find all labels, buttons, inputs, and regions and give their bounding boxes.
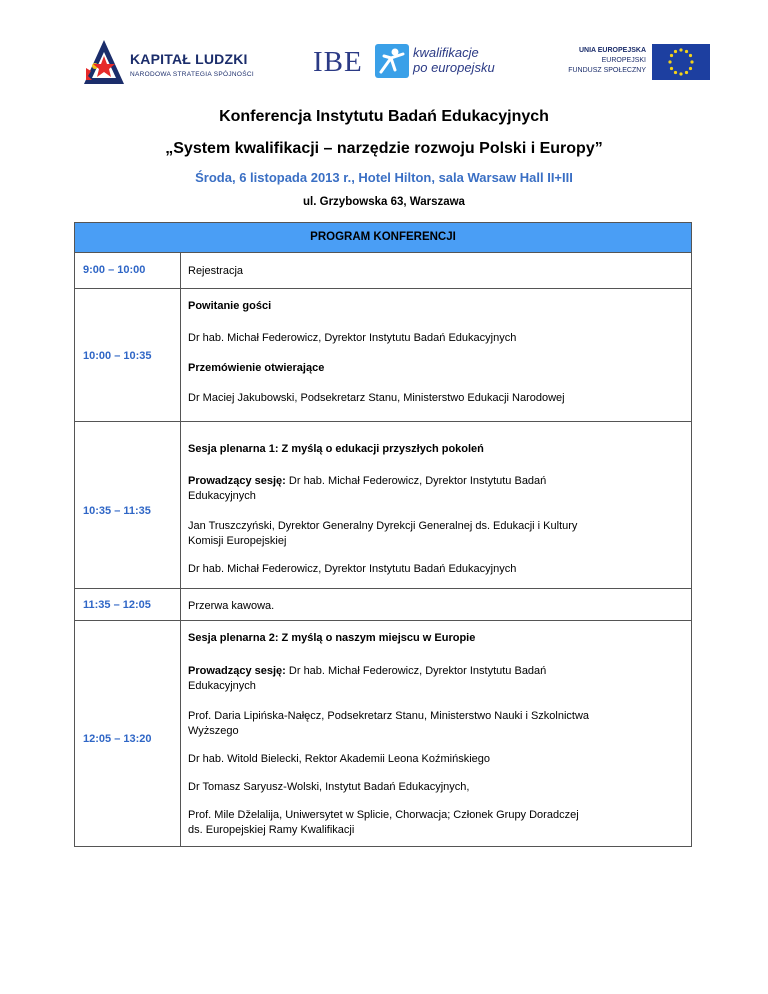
conference-address: ul. Grzybowska 63, Warszawa bbox=[303, 196, 465, 208]
agenda-item: Dr hab. Michał Federowicz, Dyrektor Instytutu Badań Edukacyjnych bbox=[188, 563, 517, 575]
eu-logo-text bbox=[568, 46, 646, 76]
program-row bbox=[75, 621, 691, 847]
time-cell bbox=[75, 589, 181, 620]
agenda-item: Przerwa kawowa. bbox=[188, 600, 275, 612]
ibe-tagline bbox=[413, 45, 495, 75]
time-label: 11:35 – 12:05 bbox=[83, 599, 151, 611]
eu-logo bbox=[560, 44, 710, 84]
ibe-figure-icon bbox=[375, 44, 409, 78]
kapital-ludzki-logo bbox=[82, 36, 262, 86]
ibe-tagline-line1: kwalifikacje bbox=[413, 45, 479, 60]
agenda-item: Dr hab. Michał Federowicz, Dyrektor Instytutu Badań Edukacyjnych bbox=[188, 332, 517, 344]
agenda-item: Prof. Daria Lipińska-Nałęcz, Podsekretarz Stanu, Ministerstwo Nauki i Szkolnictwa bbox=[188, 710, 590, 722]
agenda-item bbox=[188, 474, 658, 489]
ibe-wordmark: IBE bbox=[313, 46, 363, 78]
conference-subtitle: „System kwalifikacji – narzędzie rozwoju Polski i Europy” bbox=[165, 140, 603, 157]
moderator-name: Dr hab. Michał Federowicz, Dyrektor Instytutu Badań bbox=[288, 665, 547, 677]
ibe-tagline-line2: po europejsku bbox=[413, 60, 495, 75]
time-cell bbox=[75, 621, 181, 847]
agenda-item: Sesja plenarna 1: Z myślą o edukacji przyszłych pokoleń bbox=[188, 443, 484, 455]
program-row bbox=[75, 253, 691, 289]
agenda-item bbox=[188, 664, 658, 679]
conference-date: Środa, 6 listopada 2013 r., Hotel Hilton, sala Warsaw Hall II+III bbox=[195, 170, 573, 185]
header-logos bbox=[0, 30, 768, 90]
agenda-item: Dr hab. Witold Bielecki, Rektor Akademii Leona Koźmińskiego bbox=[188, 753, 491, 765]
agenda-item: Powitanie gości bbox=[188, 300, 272, 312]
agenda-item: Rejestracja bbox=[188, 265, 244, 277]
agenda-item: Jan Truszczyński, Dyrektor Generalny Dyrekcji Generalnej ds. Edukacji i Kultury bbox=[188, 520, 578, 532]
program-heading: PROGRAM KONFERENCJI bbox=[75, 223, 691, 253]
agenda-item: Prof. Mile Dželalija, Uniwersytet w Splicie, Chorwacja; Członek Grupy Doradczej bbox=[188, 809, 579, 821]
agenda-item: Dr Tomasz Saryusz-Wolski, Instytut Badań Edukacyjnych, bbox=[188, 781, 470, 793]
program-row bbox=[75, 589, 691, 621]
eu-flag-icon bbox=[652, 44, 710, 80]
moderator-name: Dr hab. Michał Federowicz, Dyrektor Instytutu Badań bbox=[288, 475, 547, 487]
time-cell bbox=[75, 253, 181, 288]
time-cell bbox=[75, 289, 181, 421]
conference-title: Konferencja Instytutu Badań Edukacyjnych bbox=[219, 108, 549, 125]
time-label: 10:35 – 11:35 bbox=[83, 505, 151, 517]
agenda-item: ds. Europejskiej Ramy Kwalifikacji bbox=[188, 823, 355, 836]
ibe-logo bbox=[313, 42, 513, 87]
agenda-item: Wyższego bbox=[188, 724, 239, 737]
time-label: 10:00 – 10:35 bbox=[83, 350, 152, 362]
program-table bbox=[74, 222, 692, 847]
kapital-ludzki-subtitle: NARODOWA STRATEGIA SPÓJNOŚCI bbox=[130, 71, 254, 78]
kapital-ludzki-emblem-icon bbox=[82, 38, 126, 86]
agenda-item: Przemówienie otwierające bbox=[188, 362, 325, 374]
time-label: 12:05 – 13:20 bbox=[83, 733, 152, 745]
agenda-item: Edukacyjnych bbox=[188, 489, 256, 502]
agenda-item: Komisji Europejskiej bbox=[188, 534, 287, 547]
agenda-item: Dr Maciej Jakubowski, Podsekretarz Stanu, Ministerstwo Edukacji Narodowej bbox=[188, 392, 565, 404]
time-cell bbox=[75, 422, 181, 588]
eu-logo-line1: UNIA EUROPEJSKA bbox=[578, 47, 646, 54]
program-row bbox=[75, 422, 691, 589]
eu-logo-line3: FUNDUSZ SPOŁECZNY bbox=[568, 67, 646, 74]
kapital-ludzki-title: KAPITAŁ LUDZKI bbox=[130, 51, 248, 67]
eu-logo-line2: EUROPEJSKI bbox=[601, 57, 646, 64]
moderator-label: Prowadzący sesję: bbox=[188, 665, 286, 677]
program-row bbox=[75, 289, 691, 422]
moderator-label: Prowadzący sesję: bbox=[188, 475, 286, 487]
time-label: 9:00 – 10:00 bbox=[83, 264, 146, 276]
agenda-item: Sesja plenarna 2: Z myślą o naszym miejscu w Europie bbox=[188, 632, 476, 644]
agenda-item: Edukacyjnych bbox=[188, 679, 256, 692]
